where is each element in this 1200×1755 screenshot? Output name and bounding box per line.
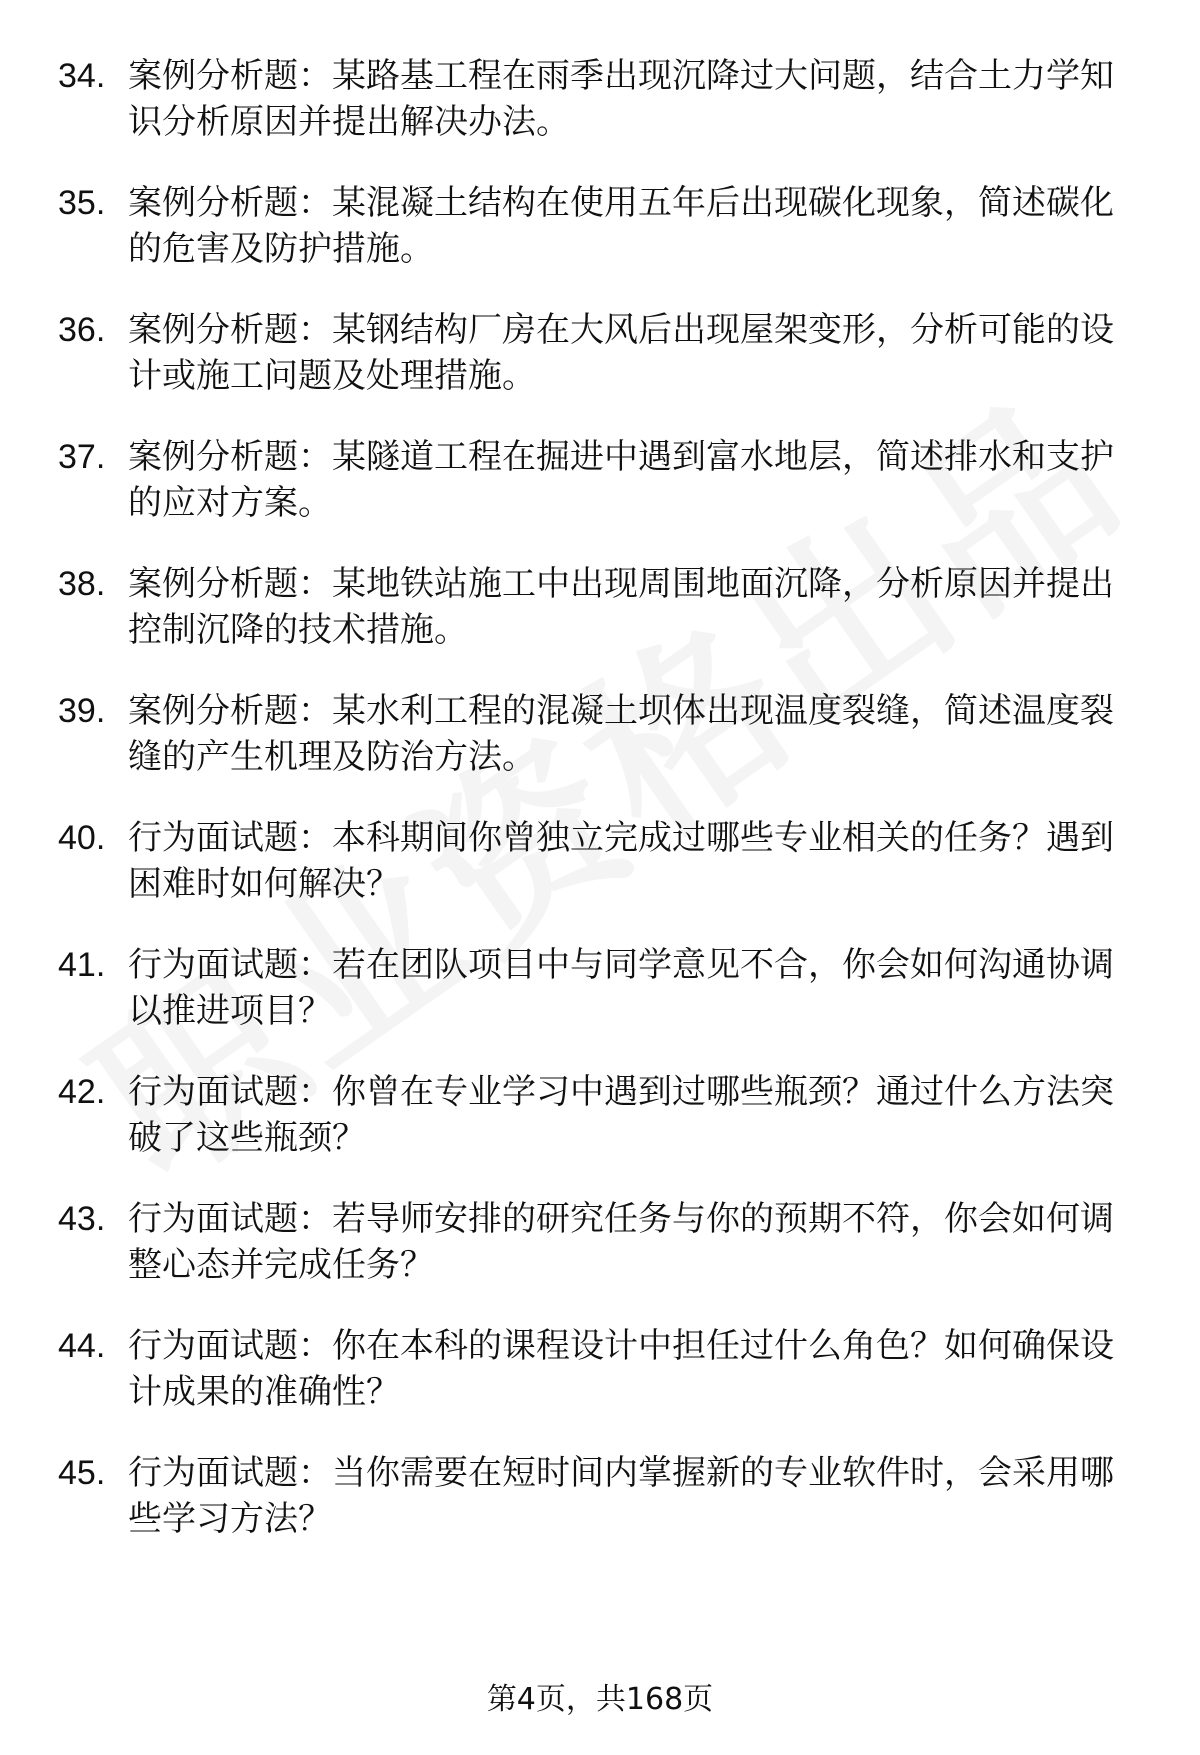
question-text: 案例分析题：某钢结构厂房在大风后出现屋架变形，分析可能的设计或施工问题及处理措施。 [128, 310, 1114, 396]
page-footer: 第4页，共168页 [486, 1682, 714, 1717]
question-number: 42. [58, 1073, 106, 1111]
question-item-39 [58, 688, 1140, 780]
question-text: 案例分析题：某隧道工程在掘进中遇到富水地层，简述排水和支护的应对方案。 [128, 437, 1114, 523]
question-number: 35. [58, 184, 106, 222]
question-item-45 [58, 1450, 1140, 1542]
question-number: 40. [58, 819, 106, 857]
question-item-34 [58, 53, 1140, 145]
question-number: 37. [58, 438, 106, 476]
question-text: 行为面试题：你曾在专业学习中遇到过哪些瓶颈？通过什么方法突破了这些瓶颈？ [128, 1072, 1114, 1158]
question-item-43 [58, 1196, 1140, 1288]
question-item-37 [58, 434, 1140, 526]
question-number: 43. [58, 1200, 106, 1238]
question-item-36 [58, 307, 1140, 399]
question-text: 行为面试题：你在本科的课程设计中担任过什么角色？如何确保设计成果的准确性？ [128, 1326, 1114, 1412]
question-text: 案例分析题：某路基工程在雨季出现沉降过大问题，结合土力学知识分析原因并提出解决办法。 [128, 56, 1114, 142]
question-number: 36. [58, 311, 106, 349]
question-text: 行为面试题：本科期间你曾独立完成过哪些专业相关的任务？遇到困难时如何解决？ [128, 818, 1114, 904]
question-number: 41. [58, 946, 106, 984]
question-number: 34. [58, 57, 106, 95]
question-text: 案例分析题：某地铁站施工中出现周围地面沉降，分析原因并提出控制沉降的技术措施。 [128, 564, 1114, 650]
question-text: 行为面试题：若在团队项目中与同学意见不合，你会如何沟通协调以推进项目？ [128, 945, 1114, 1031]
question-list [58, 53, 1140, 1542]
question-number: 44. [58, 1327, 106, 1365]
question-text: 行为面试题：当你需要在短时间内掌握新的专业软件时，会采用哪些学习方法？ [128, 1453, 1114, 1539]
question-item-38 [58, 561, 1140, 653]
question-text: 行为面试题：若导师安排的研究任务与你的预期不符，你会如何调整心态并完成任务？ [128, 1199, 1114, 1285]
question-item-40 [58, 815, 1140, 907]
question-text: 案例分析题：某水利工程的混凝土坝体出现温度裂缝，简述温度裂缝的产生机理及防治方法。 [128, 691, 1114, 777]
question-number: 38. [58, 565, 106, 603]
question-text: 案例分析题：某混凝土结构在使用五年后出现碳化现象，简述碳化的危害及防护措施。 [128, 183, 1114, 269]
question-item-35 [58, 180, 1140, 272]
question-item-44 [58, 1323, 1140, 1415]
question-number: 39. [58, 692, 106, 730]
question-number: 45. [58, 1454, 106, 1492]
question-item-41 [58, 942, 1140, 1034]
question-item-42 [58, 1069, 1140, 1161]
